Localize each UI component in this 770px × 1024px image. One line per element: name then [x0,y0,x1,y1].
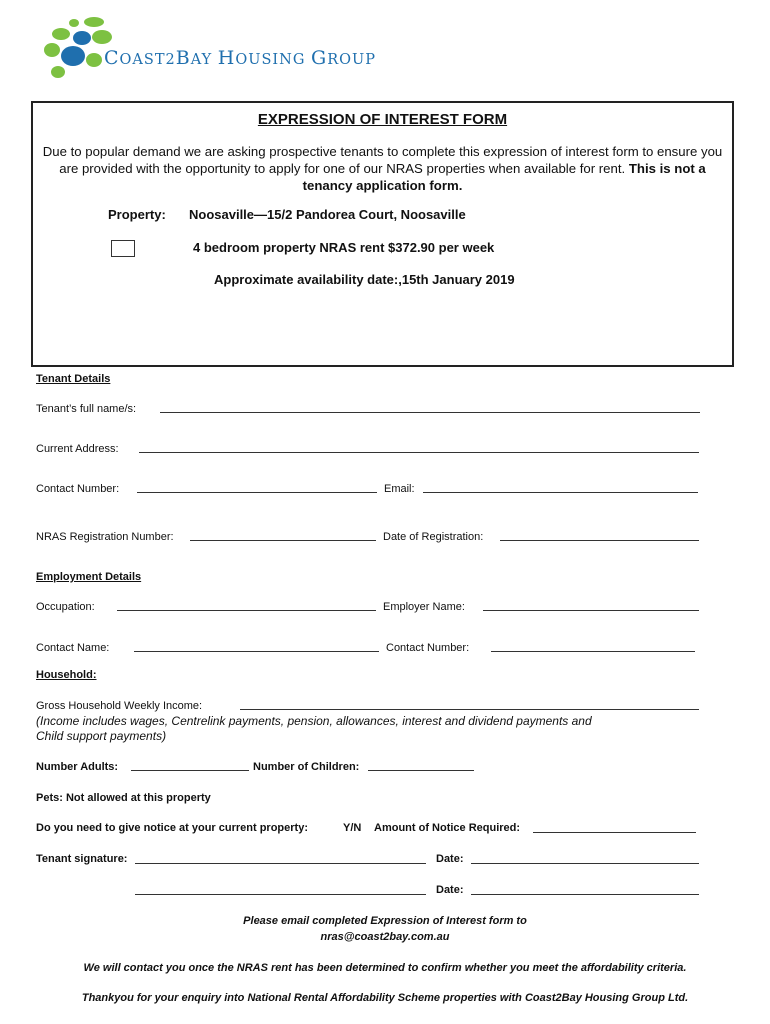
yn-option[interactable]: Y/N [343,822,362,834]
employment-details-heading: Employment Details [36,571,142,583]
employer-name-field[interactable] [483,610,699,611]
employer-name-label: Employer Name: [383,601,465,613]
date-field-2[interactable] [471,894,699,895]
email-field[interactable] [423,492,698,493]
pets-notice: Pets: Not allowed at this property [36,792,211,804]
date-label-2: Date: [436,884,464,896]
thank-you-note: Thankyou for your enquiry into National Rental Affordability Scheme properties with Coast2Bay Housing Group Ltd. [81,992,689,1004]
email-instruction: Please email completed Expression of Interest form to [243,915,527,927]
notice-amount-field[interactable] [533,832,696,833]
date-of-registration-label: Date of Registration: [383,531,484,543]
current-address-label: Current Address: [36,443,119,455]
email-address-link[interactable]: nras@coast2bay.com.au [320,931,450,943]
availability-date: Approximate availability date:,15th January 2019 [214,272,515,287]
full-name-field[interactable] [160,412,700,413]
income-note: (Income includes wages, Centrelink payments, pension, allowances, interest and dividend payments and Child support payments) [36,714,592,743]
form-title: EXPRESSION OF INTEREST FORM [257,111,508,128]
number-children-label: Number of Children: [253,761,360,773]
date-label-1: Date: [436,853,464,865]
gross-income-field[interactable] [240,709,699,710]
date-of-registration-field[interactable] [500,540,699,541]
notice-box [31,101,734,367]
logo-wordmark: COAST2BAY HOUSING GROUP [104,47,377,69]
notice-amount-label: Amount of Notice Required: [374,822,521,834]
occupation-field[interactable] [117,610,376,611]
gross-income-label: Gross Household Weekly Income: [36,700,203,712]
contact-name-field[interactable] [134,651,379,652]
number-adults-label: Number Adults: [36,761,119,773]
email-label: Email: [384,483,415,495]
tenant-details-heading: Tenant Details [36,373,111,385]
contact-number-label: Contact Number: [36,483,120,495]
contact-name-label: Contact Name: [36,642,110,654]
full-name-label: Tenant’s full name/s: [36,403,137,415]
nras-registration-label: NRAS Registration Number: [36,531,174,543]
current-address-field[interactable] [139,452,699,453]
notice-question-label: Do you need to give notice at your current property: [36,822,308,834]
property-value: Noosaville—15/2 Pandorea Court, Noosaville [189,207,466,222]
property-label: Property: [108,207,166,222]
nras-registration-field[interactable] [190,540,376,541]
second-signature-field[interactable] [135,894,426,895]
contact-notice: We will contact you once the NRAS rent has been determined to confirm whether you meet the affordability criteria. [83,962,687,974]
household-heading: Household: [36,669,97,681]
number-adults-field[interactable] [131,770,249,771]
number-children-field[interactable] [368,770,474,771]
tenant-signature-label: Tenant signature: [36,853,128,865]
contact-number-field[interactable] [137,492,377,493]
occupation-label: Occupation: [36,601,95,613]
tenant-signature-field[interactable] [135,863,426,864]
intro-text: Due to popular demand we are asking prospective tenants to complete this expression of interest form to ensure you are provided with the opportunity to apply for one of our NRAS properties when available for rent. This is not a tenancy application form. [42,144,723,193]
employer-contact-number-label: Contact Number: [386,642,470,654]
property-detail: 4 bedroom property NRAS rent $372.90 per week [193,240,495,255]
property-checkbox[interactable] [111,240,135,257]
employer-contact-number-field[interactable] [491,651,695,652]
date-field-1[interactable] [471,863,699,864]
